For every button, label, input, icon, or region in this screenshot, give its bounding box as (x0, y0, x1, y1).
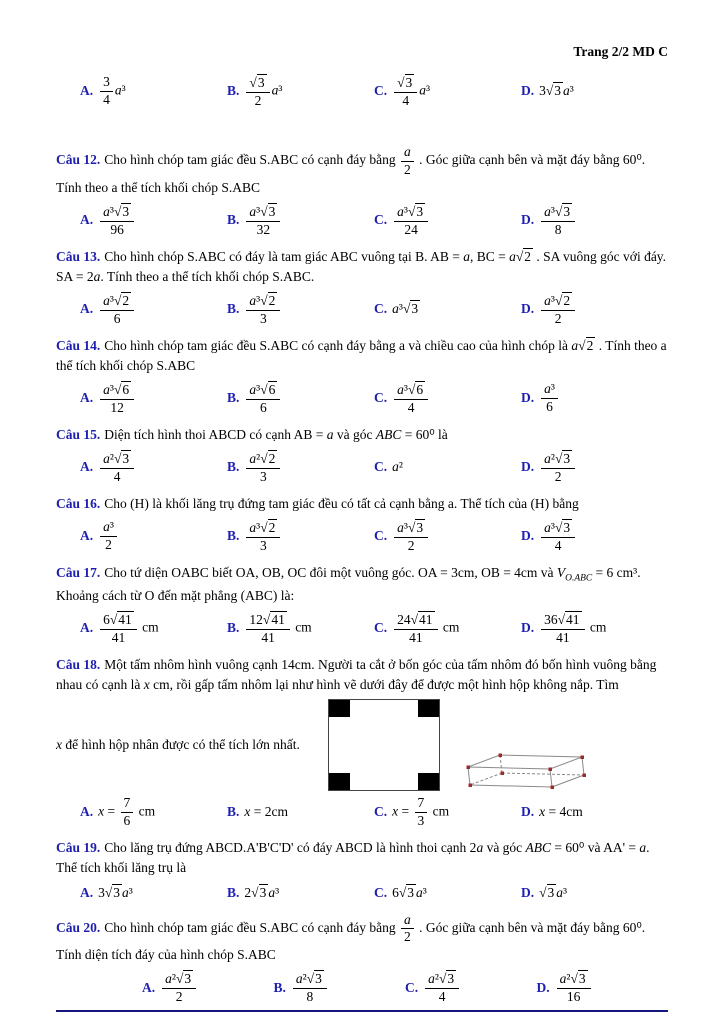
option-value: 3√3 a³ (98, 885, 133, 901)
answer-option (80, 450, 227, 485)
option-letter: D. (521, 390, 535, 406)
option-value: $\frac{\text{a³√2}}{3}$ (244, 519, 282, 554)
option-value: $\frac{\text{a²√3}}{2}$ (160, 970, 198, 1005)
option-value: $\frac{\text{a³√3}}{96}$ (98, 203, 136, 238)
option-value: $\frac{\text{a²√3}}{16}$ (555, 970, 593, 1005)
question-number: Câu 15. (56, 426, 101, 442)
question-paragraph (56, 655, 668, 696)
answer-option (374, 299, 521, 319)
option-letter: B. (227, 885, 240, 901)
option-value: $\frac{\text{a³√2}}{6}$ (98, 292, 136, 327)
option-letter: B. (227, 459, 240, 475)
answer-option (374, 457, 521, 477)
option-value: $\frac{√3}{2}$ a³ (244, 74, 282, 109)
answer-option (80, 796, 227, 829)
question-text: Cho tứ diện OABC biết OA, OB, OC đôi một vuông góc. OA = 3cm, OB = 4cm và $V_{O.ABC} = 6$ cm³. Khoảng cách từ O đến mặt phẳng (ABC) là: (56, 564, 641, 603)
option-letter: C. (374, 528, 388, 544)
options-row (56, 381, 668, 416)
option-letter: C. (374, 301, 388, 317)
option-value: x = $\frac{7}{3}$ cm (392, 795, 450, 828)
answer-option (80, 75, 227, 108)
options-row (56, 970, 668, 1005)
option-letter: C. (374, 390, 388, 406)
question-text: Cho hình chóp tam giác đều S.ABC có cạnh đáy bằng $\frac{a}{2}$ . Góc giữa cạnh bên và mặt đáy bằng 60⁰. Tính theo a thể tích khối chóp S.ABC (56, 143, 646, 195)
option-value: $\frac{\text{a²√3}}{4}$ (98, 450, 136, 485)
open-box-wireframe-diagram (460, 741, 596, 795)
option-value: $\frac{\text{a³√6}}{4}$ (392, 381, 430, 416)
question-text: Diện tích hình thoi ABCD có cạnh AB = a và góc ABC = 60⁰ là (104, 426, 448, 442)
option-letter: C. (374, 459, 388, 475)
option-value: x = 4cm (539, 804, 583, 820)
answer-option (521, 450, 668, 485)
option-letter: A. (80, 212, 94, 228)
option-value: a² (392, 459, 403, 475)
square-sheet-diagram (328, 699, 440, 791)
option-value: $\frac{\text{a³√3}}{32}$ (244, 203, 282, 238)
question-paragraph (56, 336, 668, 377)
option-value: $\frac{\text{a²√3}}{8}$ (291, 970, 329, 1005)
question-number: Câu 17. (56, 564, 101, 580)
answer-option (374, 519, 521, 554)
answer-option (142, 970, 274, 1005)
option-letter: A. (80, 528, 94, 544)
answer-option (227, 611, 374, 646)
option-value: $\frac{√3}{4}$ a³ (392, 74, 430, 109)
answer-option (521, 382, 668, 415)
option-letter: A. (80, 620, 94, 636)
answer-option (80, 381, 227, 416)
corner-cut-square (329, 773, 350, 790)
option-value: 2√3 a³ (244, 885, 280, 901)
answer-option (80, 611, 227, 646)
answer-option (374, 611, 521, 646)
question-text: Một tấm nhôm hình vuông cạnh 14cm. Người ta cắt ở bốn góc của tấm nhôm đó bốn hình vuông bằng nhau có cạnh là x cm, rồi gấp tấm nhôm lại như hình vẽ dưới đây để được một hình hộp không nắp. Tìm (56, 656, 657, 692)
question-text: Cho hình chóp S.ABC có đáy là tam giác ABC vuông tại B. AB = a, BC = a√2 . SA vuông góc với đáy. SA = 2a. Tính theo a thể tích khối chóp S.ABC. (56, 248, 667, 284)
option-value: $\frac{\text{a³}}{6}$ (539, 382, 560, 415)
options-row (56, 883, 668, 903)
question-paragraph (56, 145, 668, 198)
option-value: $\frac{\text{a³√6}}{12}$ (98, 381, 136, 416)
page-header-label: Trang 2/2 MD C (573, 44, 668, 59)
option-letter: B. (227, 804, 240, 820)
question (56, 145, 668, 238)
footer-rule (56, 1010, 668, 1012)
question-text: Cho (H) là khối lăng trụ đứng tam giác đều có tất cả cạnh bằng a. Thể tích của (H) bằng (104, 495, 579, 511)
question-paragraph (56, 913, 668, 966)
answer-option (227, 381, 374, 416)
option-letter: D. (521, 620, 535, 636)
option-value: $\frac{\text{a³√2}}{2}$ (539, 292, 577, 327)
option-letter: C. (374, 804, 388, 820)
answer-option (227, 883, 374, 903)
option-value: x = 2cm (244, 804, 288, 820)
option-value: $\frac{36√41}{41}$ cm (539, 611, 606, 646)
option-value: $\frac{\text{a³√3}}{4}$ (539, 519, 577, 554)
question (56, 425, 668, 485)
answer-option (80, 292, 227, 327)
corner-cut-square (329, 700, 350, 717)
answer-option (521, 292, 668, 327)
options-row (56, 292, 668, 327)
question-number: Câu 13. (56, 248, 101, 264)
answer-option (274, 970, 406, 1005)
option-value: 6√3 a³ (392, 885, 427, 901)
option-value: $\frac{\text{a³√3}}{24}$ (392, 203, 430, 238)
answer-option (227, 450, 374, 485)
option-letter: A. (80, 804, 94, 820)
answer-option (80, 203, 227, 238)
option-letter: A. (80, 885, 94, 901)
option-letter: B. (227, 620, 240, 636)
question (56, 655, 668, 829)
option-letter: A. (80, 390, 94, 406)
option-letter: D. (521, 83, 535, 99)
answer-option (374, 203, 521, 238)
option-letter: B. (227, 212, 240, 228)
question-paragraph (56, 425, 668, 445)
answer-option (227, 74, 374, 109)
answer-option (374, 381, 521, 416)
question-number: Câu 16. (56, 495, 101, 511)
option-value: $\frac{12√41}{41}$ cm (244, 611, 311, 646)
figure-row (56, 699, 668, 791)
questions (56, 145, 668, 1005)
option-value: $\frac{\text{a³}}{2}$ (98, 520, 119, 553)
options-row (56, 519, 668, 554)
question-paragraph (56, 838, 668, 879)
option-letter: D. (536, 979, 550, 995)
option-letter: A. (80, 83, 94, 99)
question-number: Câu 14. (56, 337, 101, 353)
option-value: $\frac{\text{a²√3}}{4}$ (423, 970, 461, 1005)
question-number: Câu 18. (56, 656, 101, 672)
option-letter: D. (521, 301, 535, 317)
corner-cut-square (418, 773, 439, 790)
options-row (56, 203, 668, 238)
answer-option (374, 883, 521, 903)
question (56, 247, 668, 327)
option-value: a³√3 (392, 301, 419, 317)
option-letter: C. (405, 979, 419, 995)
option-value: $\frac{\text{a³√3}}{8}$ (539, 203, 577, 238)
answer-option (80, 520, 227, 553)
option-value: √3 a³ (539, 885, 568, 901)
option-letter: B. (227, 301, 240, 317)
answer-option (521, 203, 668, 238)
option-letter: C. (374, 620, 388, 636)
option-letter: B. (273, 979, 286, 995)
question (56, 913, 668, 1006)
question-text: Cho lăng trụ đứng ABCD.A'B'C'D' có đáy ABCD là hình thoi cạnh 2a và góc ABC = 60⁰ và AA' = a. Thể tích khối lăng trụ là (56, 839, 650, 876)
option-letter: D. (521, 528, 535, 544)
answer-option (80, 883, 227, 903)
answer-option (521, 611, 668, 646)
question-text-continued: x để hình hộp nhân được có thể tích lớn nhất. (56, 736, 300, 752)
answer-option (521, 883, 668, 903)
answer-option (537, 970, 669, 1005)
options-row (56, 796, 668, 829)
option-letter: B. (227, 528, 240, 544)
answer-option (227, 802, 374, 822)
option-value: $\frac{\text{a³√6}}{6}$ (244, 381, 282, 416)
question-text: Cho hình chóp tam giác đều S.ABC có cạnh đáy bằng a và chiều cao của hình chóp là a√2 . Tính theo a thể tích khối chóp S.ABC (56, 337, 667, 373)
option-value: x = $\frac{7}{6}$ cm (98, 795, 156, 828)
option-value: $\frac{\text{a²√2}}{3}$ (244, 450, 282, 485)
answer-option (227, 292, 374, 327)
question-paragraph (56, 494, 668, 514)
option-value: $\frac{3}{4}$ a³ (98, 75, 126, 108)
option-letter: D. (521, 885, 535, 901)
option-value: $\frac{\text{a²√3}}{2}$ (539, 450, 577, 485)
question-number: Câu 12. (56, 152, 101, 168)
option-letter: D. (521, 212, 535, 228)
option-letter: A. (142, 979, 156, 995)
option-letter: B. (227, 390, 240, 406)
answer-option (374, 796, 521, 829)
answer-option (227, 519, 374, 554)
option-letter: A. (80, 459, 94, 475)
question-text: Cho hình chóp tam giác đều S.ABC có cạnh đáy bằng $\frac{a}{2}$ . Góc giữa cạnh bên và mặt đáy bằng 60⁰. Tính diện tích đáy của hình chóp S.ABC (56, 911, 646, 963)
question-number: Câu 20. (56, 919, 101, 935)
question (56, 336, 668, 416)
question-number: Câu 19. (56, 839, 101, 855)
answer-option (521, 519, 668, 554)
answer-option (405, 970, 537, 1005)
option-value: $\frac{6√41}{41}$ cm (98, 611, 159, 646)
option-letter: D. (521, 804, 535, 820)
question (56, 494, 668, 554)
answer-option (374, 74, 521, 109)
corner-cut-square (418, 700, 439, 717)
option-letter: C. (374, 83, 388, 99)
option-value: $\frac{\text{a³√2}}{3}$ (244, 292, 282, 327)
answer-option (521, 802, 668, 822)
option-letter: B. (227, 83, 240, 99)
options-row (56, 611, 668, 646)
answer-option (227, 203, 374, 238)
option-value: $\frac{24√41}{41}$ cm (392, 611, 459, 646)
option-value: $\frac{\text{a³√3}}{2}$ (392, 519, 430, 554)
options-row (56, 450, 668, 485)
option-letter: C. (374, 885, 388, 901)
option-letter: C. (374, 212, 388, 228)
question-paragraph (56, 563, 668, 606)
question-paragraph (56, 247, 668, 288)
answer-option (521, 81, 668, 101)
question (56, 563, 668, 646)
option-letter: D. (521, 459, 535, 475)
option-letter: A. (80, 301, 94, 317)
option-value: 3√3 a³ (539, 83, 574, 99)
carryover-options-row (56, 74, 668, 109)
question (56, 838, 668, 904)
